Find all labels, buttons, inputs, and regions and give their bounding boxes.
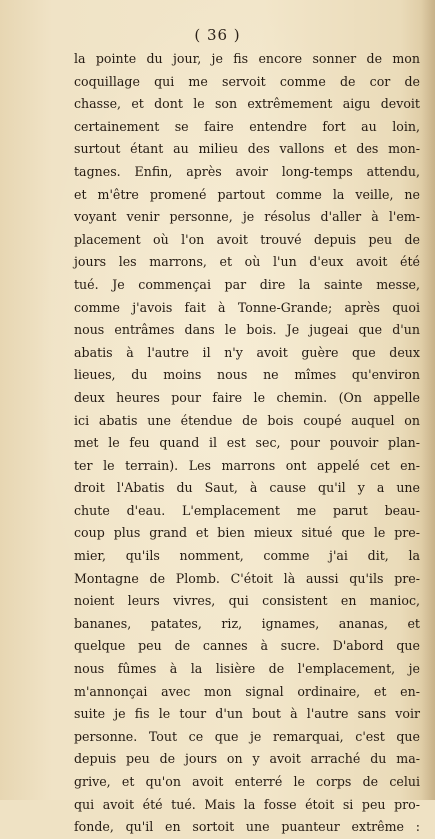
text-line: ter le terrain). Les marrons ont appelé cet en-	[74, 457, 420, 473]
text-line: ici abatis une étendue de bois coupé auquel on	[74, 412, 420, 428]
text-line: coquillage qui me servoit comme de cor de	[74, 73, 420, 89]
text-line: m'annonçai avec mon signal ordinaire, et en-	[74, 683, 420, 699]
body-text	[74, 48, 420, 839]
text-line: nous fûmes à la lisière de l'emplacement, je	[74, 661, 420, 677]
text-line: chasse, et dont le son extrêmement aigu devoit	[74, 96, 420, 112]
text-line: noient leurs vivres, qui consistent en manioc,	[74, 593, 420, 609]
text-line: personne. Tout ce que je remarquai, c'est que	[74, 728, 420, 744]
page-number: ( 36 )	[194, 26, 241, 44]
text-line: jours les marrons, et où l'un d'eux avoit été	[74, 254, 420, 270]
text-line: certainement se faire entendre fort au loin,	[74, 118, 420, 134]
text-line: fonde, qu'il en sortoit une puanteur extrême :	[74, 819, 420, 835]
text-line: et m'être promené partout comme la veille, ne	[74, 186, 420, 202]
text-line: surtout étant au milieu des vallons et des mon-	[74, 141, 420, 157]
text-line: met le feu quand il est sec, pour pouvoir plan-	[74, 435, 420, 451]
text-line: suite je fis le tour d'un bout à l'autre sans voir	[74, 706, 420, 722]
text-line: tagnes. Enfin, après avoir long-temps attendu,	[74, 163, 420, 179]
text-line: la pointe du jour, je fis encore sonner de mon	[74, 51, 420, 66]
text-line: grive, et qu'on avoit enterré le corps de celui	[74, 774, 420, 789]
text-line: droit l'Abatis du Saut, à cause qu'il y a une	[74, 480, 420, 496]
text-line: mier, qu'ils nomment, comme j'ai dit, la	[74, 548, 420, 564]
text-line: bananes, patates, riz, ignames, ananas, et	[74, 615, 420, 631]
text-line: quelque peu de cannes à sucre. D'abord que	[74, 638, 420, 654]
text-line: comme j'avois fait à Tonne-Grande; après quoi	[74, 299, 420, 315]
text-line: deux heures pour faire le chemin. (On appelle	[74, 389, 420, 405]
text-line: coup plus grand et bien mieux situé que le pre-	[74, 525, 420, 541]
text-line: chute d'eau. L'emplacement me parut beau-	[74, 502, 420, 518]
text-line: voyant venir personne, je résolus d'aller à l'em-	[74, 209, 420, 225]
text-line: qui avoit été tué. Mais la fosse étoit si peu pro-	[74, 796, 420, 812]
page-gutter-shadow	[421, 0, 435, 800]
text-line: tué. Je commençai par dire la sainte messe,	[74, 276, 420, 292]
text-line: lieues, du moins nous ne mîmes qu'environ	[74, 367, 420, 383]
text-line: placement où l'on avoit trouvé depuis peu de	[74, 231, 420, 247]
text-line: nous entrâmes dans le bois. Je jugeai que d'un	[74, 322, 420, 338]
text-line: Montagne de Plomb. C'étoit là aussi qu'ils pre-	[74, 570, 420, 586]
text-line: abatis à l'autre il n'y avoit guère que deux	[74, 344, 420, 360]
text-line: depuis peu de jours on y avoit arraché du ma-	[74, 751, 420, 767]
